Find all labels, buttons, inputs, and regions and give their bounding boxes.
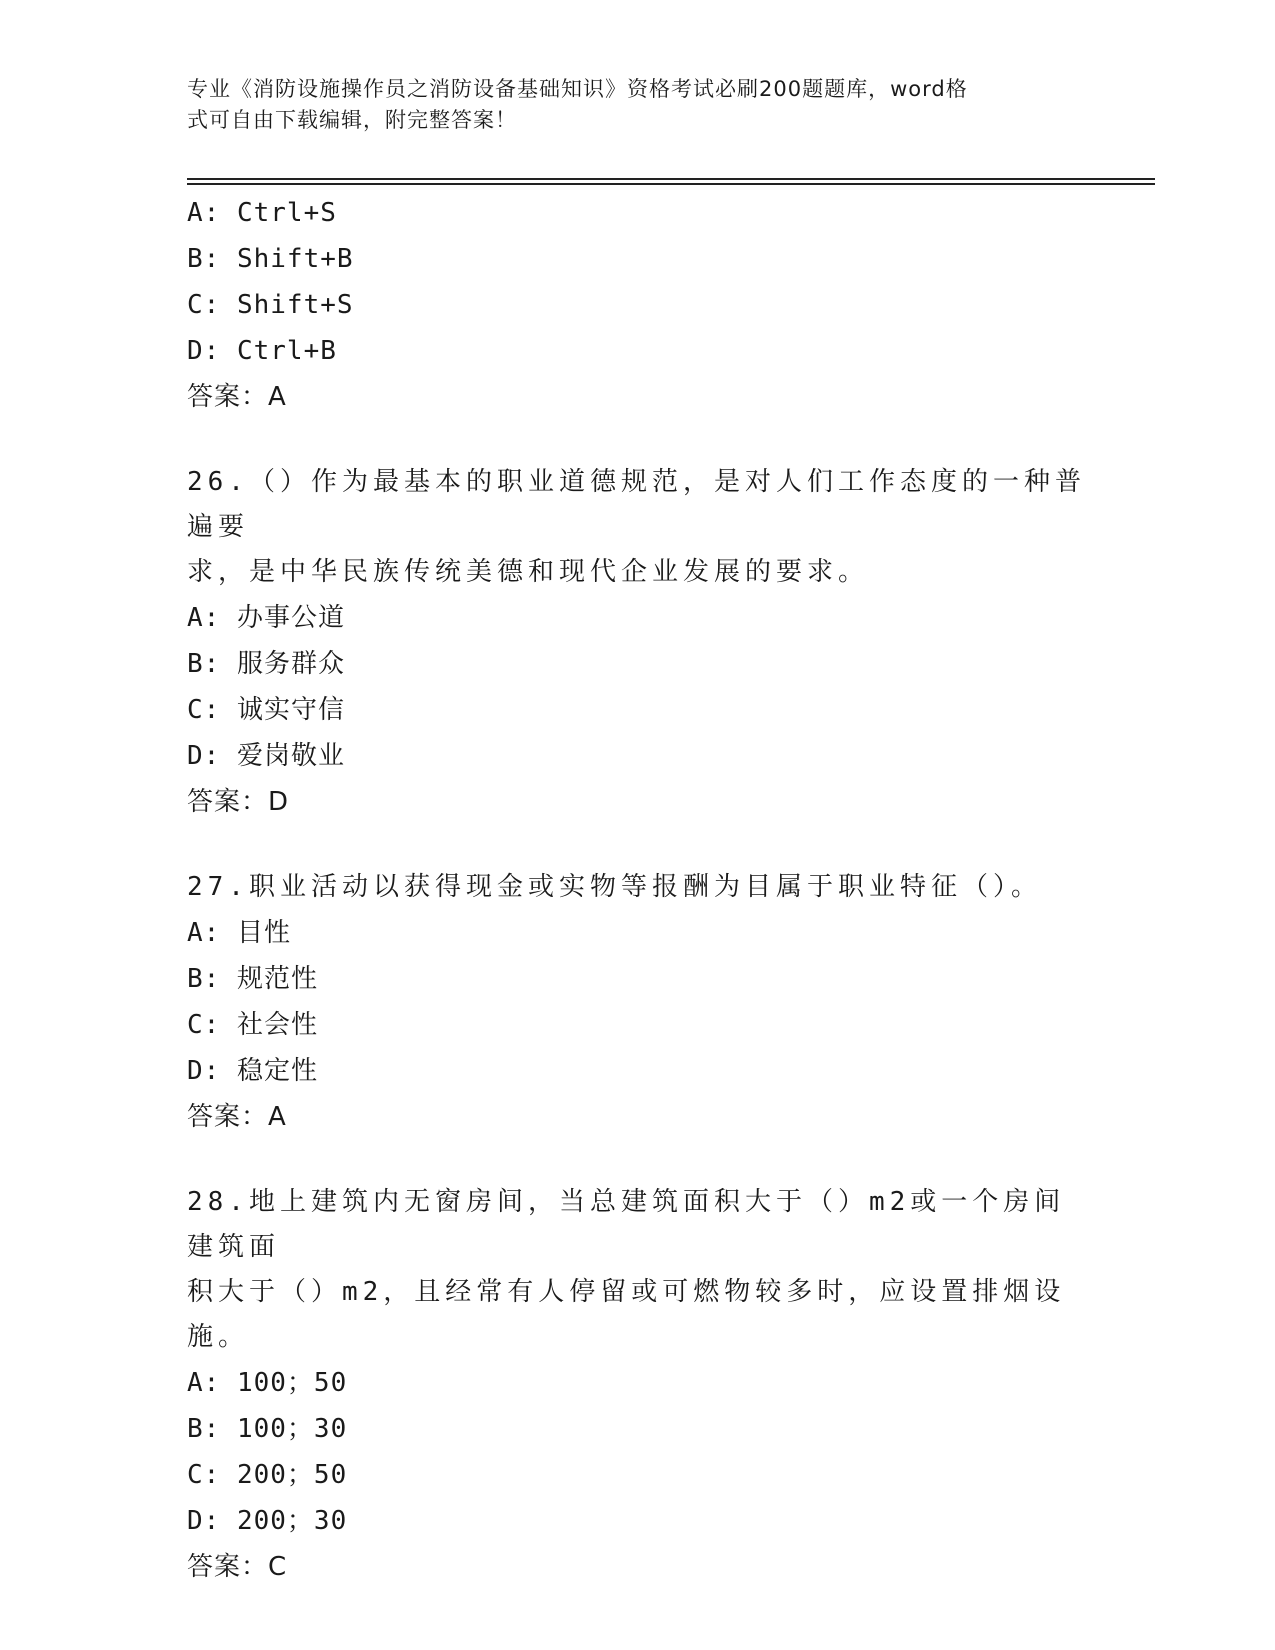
option-d: D: Ctrl+B <box>187 336 337 366</box>
question-stem-line-1: 28.地上建筑内无窗房间，当总建筑面积大于（）m2或一个房间建筑面 <box>187 1187 1066 1262</box>
option-c: C: Shift+S <box>187 290 354 320</box>
option-c: C: 社会性 <box>187 1010 318 1040</box>
option-c: C: 200；50 <box>187 1460 348 1490</box>
question-stem-line-2: 积大于（）m2，且经常有人停留或可燃物较多时，应设置排烟设施。 <box>187 1277 1066 1352</box>
header-divider-bottom <box>187 183 1155 185</box>
option-d: D: 200；30 <box>187 1506 348 1536</box>
option-a: A: Ctrl+S <box>187 198 337 228</box>
option-b: B: 规范性 <box>187 964 318 994</box>
option-a: A: 100；50 <box>187 1368 348 1398</box>
question-block-partial <box>187 190 1087 420</box>
answer-line: 答案：D <box>187 787 290 817</box>
option-d: D: 稳定性 <box>187 1056 318 1086</box>
option-a: A: 目性 <box>187 918 291 948</box>
option-b: B: Shift+B <box>187 244 354 274</box>
question-stem <box>187 1180 1087 1360</box>
question-list <box>187 190 1087 1590</box>
option-c: C: 诚实守信 <box>187 695 345 725</box>
option-b: B: 100；30 <box>187 1414 348 1444</box>
document-header <box>187 74 1087 136</box>
question-28 <box>187 1180 1087 1590</box>
question-stem-line-1: 26.（）作为最基本的职业道德规范，是对人们工作态度的一种普遍要 <box>187 467 1086 542</box>
question-26 <box>187 460 1087 825</box>
answer-line: 答案：A <box>187 382 287 412</box>
answer-line: 答案：C <box>187 1552 288 1582</box>
option-a: A: 办事公道 <box>187 603 345 633</box>
header-line-2: 式可自由下载编辑，附完整答案！ <box>187 108 517 132</box>
question-stem-line-1: 27.职业活动以获得现金或实物等报酬为目属于职业特征（）。 <box>187 872 1042 902</box>
answer-line: 答案：A <box>187 1102 287 1132</box>
question-stem <box>187 865 1087 910</box>
question-stem <box>187 460 1087 595</box>
option-d: D: 爱岗敬业 <box>187 741 345 771</box>
option-b: B: 服务群众 <box>187 649 345 679</box>
question-27 <box>187 865 1087 1140</box>
question-stem-line-2: 求，是中华民族传统美德和现代企业发展的要求。 <box>187 557 870 587</box>
header-divider-top <box>187 178 1155 180</box>
header-line-1: 专业《消防设施操作员之消防设备基础知识》资格考试必刷200题题库，word格 <box>187 77 968 101</box>
